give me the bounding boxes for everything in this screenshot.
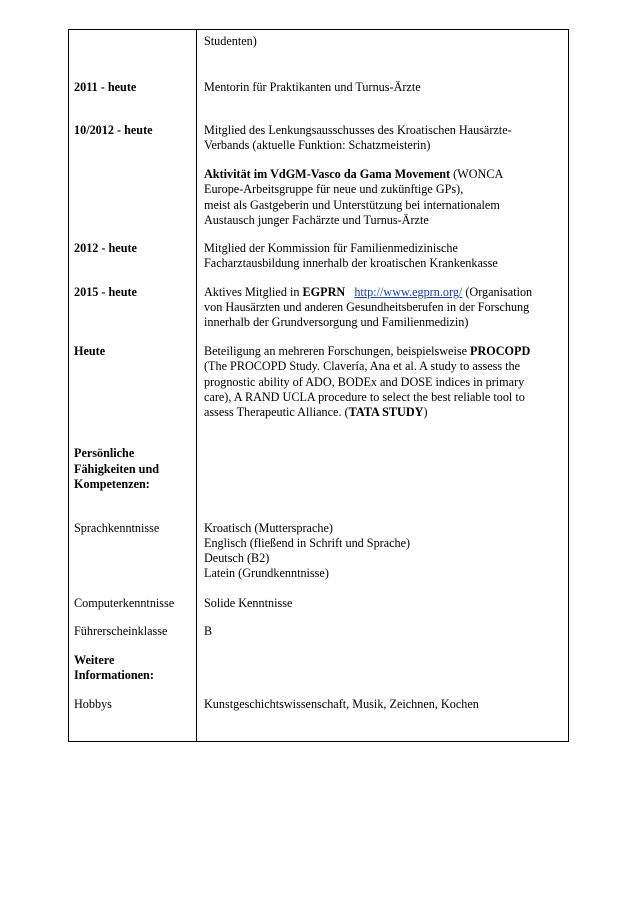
- entry-text: [204, 405, 428, 420]
- entry-date: 10/2012 - heute: [74, 123, 153, 137]
- license-value: B: [204, 624, 213, 638]
- entry-text: meist als Gastgeberin und Unterstützung bei internationalem: [204, 198, 500, 212]
- computer-value: Solide Kenntnisse: [204, 596, 293, 610]
- language-item: Deutsch (B2): [204, 551, 270, 565]
- entry-date: 2012 - heute: [74, 241, 137, 255]
- entry-text: [204, 344, 530, 359]
- entry-text: prognostic ability of ADO, BODEx and DOSE indices in primary: [204, 375, 525, 389]
- column-divider: [196, 30, 197, 741]
- entry-text: von Hausärzten und anderen Gesundheitsberufen in der Forschung: [204, 300, 530, 314]
- entry-text: (The PROCOPD Study. Clavería, Ana et al. A study to assess the: [204, 359, 521, 373]
- entry-suffix: (Organisation: [462, 285, 533, 299]
- entry-bold: PROCOPD: [470, 344, 531, 358]
- computer-label: Computerkenntnisse: [74, 596, 175, 610]
- entry-prefix: Aktives Mitglied in: [204, 285, 303, 299]
- languages-label: Sprachkenntnisse: [74, 521, 160, 535]
- language-item: Englisch (fließend in Schrift und Sprache): [204, 536, 411, 550]
- entry-date: 2011 - heute: [74, 80, 137, 94]
- entry-prefix: Beteiligung an mehreren Forschungen, beispielsweise: [204, 344, 471, 358]
- entry-date: 2015 - heute: [74, 285, 137, 299]
- entry-text: Mentorin für Praktikanten und Turnus-Ärzte: [204, 80, 421, 94]
- entry-text: Mitglied der Kommission für Familienmedizinische: [204, 241, 458, 255]
- entry-bold: EGPRN: [302, 285, 346, 299]
- entry-suffix: (WONCA: [450, 167, 504, 181]
- entry-text: Austausch junger Fachärzte und Turnus-Ärzte: [204, 213, 429, 227]
- language-item: Latein (Grundkenntnisse): [204, 566, 329, 580]
- language-item: Kroatisch (Muttersprache): [204, 521, 333, 535]
- license-label: Führerscheinklasse: [74, 624, 168, 638]
- entry-date: Heute: [74, 344, 106, 358]
- entry-text: innerhalb der Grundversorgung und Familienmedizin): [204, 315, 469, 329]
- section-heading-more: Informationen:: [74, 668, 154, 682]
- entry-text: Mitglied des Lenkungsausschusses des Kroatischen Hausärzte-: [204, 123, 512, 137]
- hobbies-value: Kunstgeschichtswissenschaft, Musik, Zeichnen, Kochen: [204, 697, 479, 711]
- cv-table: [68, 29, 569, 742]
- entry-text: [204, 285, 532, 300]
- section-heading-personal: Kompetenzen:: [74, 477, 150, 491]
- entry-text: Facharztausbildung innerhalb der kroatischen Krankenkasse: [204, 256, 498, 270]
- entry-text: care), A RAND UCLA procedure to select the best reliable tool to: [204, 390, 525, 404]
- section-heading-more: Weitere: [74, 653, 115, 667]
- entry-prefix: assess Therapeutic Alliance. (: [204, 405, 349, 419]
- entry-bold: TATA STUDY: [348, 405, 424, 419]
- entry-text: Studenten): [204, 34, 257, 48]
- entry-text: Europe-Arbeitsgruppe für neue und zukünftige GPs),: [204, 182, 464, 196]
- entry-suffix: ): [423, 405, 428, 419]
- entry-text: [204, 167, 503, 182]
- section-heading-personal: Persönliche: [74, 446, 135, 460]
- entry-text: Verbands (aktuelle Funktion: Schatzmeisterin): [204, 138, 431, 152]
- entry-bold: Aktivität im VdGM-Vasco da Gama Movement: [204, 167, 451, 181]
- hobbies-label: Hobbys: [74, 697, 112, 711]
- section-heading-personal: Fähigkeiten und: [74, 462, 159, 476]
- egprn-link[interactable]: http://www.egprn.org/: [354, 285, 463, 299]
